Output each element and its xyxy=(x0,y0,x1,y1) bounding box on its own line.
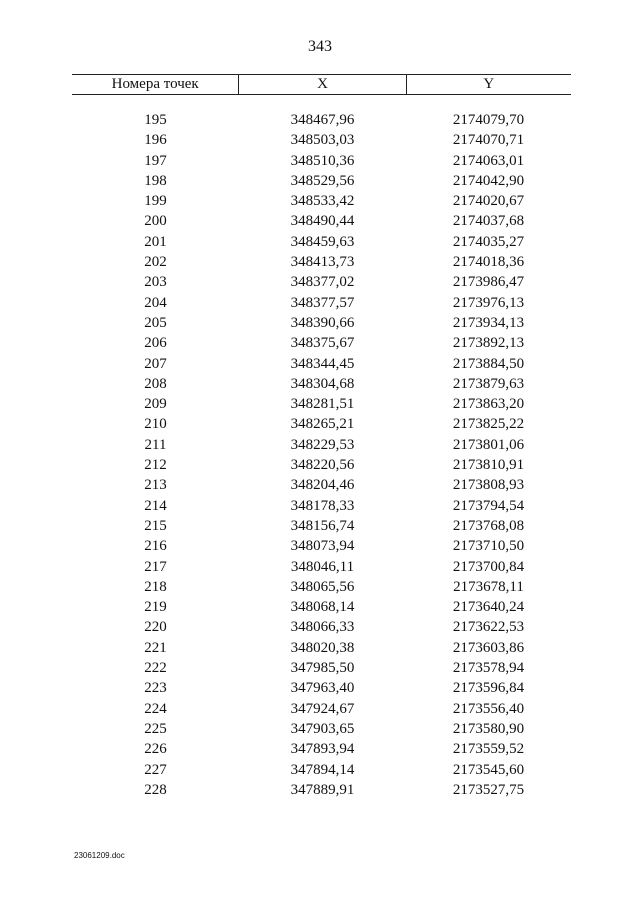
table-row xyxy=(72,455,571,475)
point-number-cell: 213 xyxy=(144,477,167,494)
y-cell: 2173825,22 xyxy=(452,416,525,433)
point-number-cell: 195 xyxy=(144,112,167,128)
y-cell: 2173556,40 xyxy=(452,700,525,717)
point-number-cell: 205 xyxy=(144,314,167,331)
x-cell: 348281,51 xyxy=(290,396,355,413)
table-row xyxy=(72,211,571,231)
table-row xyxy=(72,760,571,780)
point-number-cell: 211 xyxy=(144,436,167,453)
point-number-cell: 228 xyxy=(144,781,167,798)
y-cell: 2174035,27 xyxy=(452,233,525,250)
table-row xyxy=(72,394,571,414)
table-row xyxy=(72,272,571,292)
x-cell: 348459,63 xyxy=(290,233,355,250)
y-cell: 2173810,91 xyxy=(452,457,525,474)
table-row xyxy=(72,475,571,495)
table-row xyxy=(72,597,571,617)
table-row xyxy=(72,313,571,333)
table-header xyxy=(72,74,571,95)
x-cell: 348304,68 xyxy=(290,375,355,392)
point-number-cell: 218 xyxy=(144,578,167,595)
table-row xyxy=(72,333,571,353)
x-cell: 348065,56 xyxy=(290,578,355,595)
table-row xyxy=(72,617,571,637)
x-cell: 348220,56 xyxy=(290,457,355,474)
point-number-cell: 212 xyxy=(144,457,167,474)
point-number-cell: 220 xyxy=(144,619,167,636)
table-row xyxy=(72,130,571,150)
x-cell: 348156,74 xyxy=(290,517,355,534)
point-number-cell: 202 xyxy=(144,254,167,271)
point-number-cell: 208 xyxy=(144,375,167,392)
x-cell: 348046,11 xyxy=(290,558,355,575)
point-number-cell: 200 xyxy=(144,213,167,230)
table-row xyxy=(72,658,571,678)
table-row xyxy=(72,252,571,272)
point-number-cell: 214 xyxy=(144,497,167,514)
table-row xyxy=(72,739,571,759)
table-row xyxy=(72,678,571,698)
x-cell: 348178,33 xyxy=(290,497,355,514)
x-cell: 347924,67 xyxy=(290,700,355,717)
point-number-cell: 197 xyxy=(144,152,167,169)
x-cell: 348503,03 xyxy=(290,132,355,149)
x-cell: 348413,73 xyxy=(290,254,355,271)
x-cell: 348510,36 xyxy=(290,152,355,169)
table-row xyxy=(72,719,571,739)
y-cell: 2173892,13 xyxy=(452,335,525,352)
x-cell: 348390,66 xyxy=(290,314,355,331)
x-cell: 348020,38 xyxy=(290,639,355,656)
x-cell: 347963,40 xyxy=(290,680,355,697)
y-cell: 2173794,54 xyxy=(452,497,525,514)
y-cell: 2173710,50 xyxy=(452,538,525,555)
point-number-cell: 223 xyxy=(144,680,167,697)
coordinates-table xyxy=(72,74,571,800)
point-number-cell: 224 xyxy=(144,700,167,717)
table-row xyxy=(72,151,571,171)
point-number-cell: 221 xyxy=(144,639,167,656)
table-row xyxy=(72,374,571,394)
point-number-cell: 225 xyxy=(144,720,167,737)
point-number-cell: 222 xyxy=(144,660,167,677)
table-row xyxy=(72,638,571,658)
table-row xyxy=(72,557,571,577)
x-cell: 348073,94 xyxy=(290,538,355,555)
table-row xyxy=(72,780,571,800)
x-cell: 348375,67 xyxy=(290,335,355,352)
y-cell: 2174018,36 xyxy=(452,254,525,271)
y-cell: 2173884,50 xyxy=(452,355,525,372)
x-cell: 348068,14 xyxy=(290,599,355,616)
table-row xyxy=(72,516,571,536)
table-row xyxy=(72,171,571,191)
point-number-cell: 215 xyxy=(144,517,167,534)
x-cell: 347894,14 xyxy=(290,761,355,778)
x-cell: 348377,02 xyxy=(290,274,355,291)
table-body xyxy=(72,110,571,800)
y-cell: 2174070,71 xyxy=(452,132,525,149)
y-cell: 2173879,63 xyxy=(452,375,525,392)
table-row xyxy=(72,577,571,597)
x-cell: 348533,42 xyxy=(290,193,355,210)
y-cell: 2173808,93 xyxy=(452,477,525,494)
header-point-numbers: Номера точек xyxy=(111,76,199,92)
y-cell: 2173986,47 xyxy=(452,274,525,291)
y-cell: 2173640,24 xyxy=(452,599,525,616)
table-row xyxy=(72,110,571,130)
table-row xyxy=(72,536,571,556)
y-cell: 2173578,94 xyxy=(452,660,525,677)
y-cell: 2174042,90 xyxy=(452,172,525,189)
point-number-cell: 216 xyxy=(144,538,167,555)
x-cell: 348377,57 xyxy=(290,294,355,311)
y-cell: 2173976,13 xyxy=(452,294,525,311)
table-row xyxy=(72,232,571,252)
y-cell: 2173801,06 xyxy=(452,436,525,453)
y-cell: 2173545,60 xyxy=(452,761,525,778)
y-cell: 2174020,67 xyxy=(452,193,525,210)
y-cell: 2173580,90 xyxy=(452,720,525,737)
point-number-cell: 207 xyxy=(144,355,167,372)
x-cell: 348344,45 xyxy=(290,355,355,372)
y-cell: 2173768,08 xyxy=(452,517,525,534)
x-cell: 348229,53 xyxy=(290,436,355,453)
x-cell: 348529,56 xyxy=(290,172,355,189)
point-number-cell: 219 xyxy=(144,599,167,616)
table-row xyxy=(72,414,571,434)
y-cell: 2174063,01 xyxy=(452,152,525,169)
x-cell: 347985,50 xyxy=(290,660,355,677)
table-row xyxy=(72,699,571,719)
y-cell: 2173934,13 xyxy=(452,314,525,331)
table-row xyxy=(72,435,571,455)
point-number-cell: 209 xyxy=(144,396,167,413)
y-cell: 2174037,68 xyxy=(452,213,525,230)
point-number-cell: 198 xyxy=(144,172,167,189)
point-number-cell: 201 xyxy=(144,233,167,250)
y-cell: 2173527,75 xyxy=(452,781,525,798)
y-cell: 2173700,84 xyxy=(452,558,525,575)
header-y: Y xyxy=(406,75,571,94)
x-cell: 348204,46 xyxy=(290,477,355,494)
y-cell: 2173603,86 xyxy=(452,639,525,656)
table-row xyxy=(72,191,571,211)
y-cell: 2173559,52 xyxy=(452,741,525,758)
table-row xyxy=(72,293,571,313)
page-number: 343 xyxy=(308,38,332,55)
x-cell: 347893,94 xyxy=(290,741,355,758)
x-cell: 348467,96 xyxy=(290,112,355,128)
y-cell: 2174079,70 xyxy=(452,112,525,128)
x-cell: 347903,65 xyxy=(290,720,355,737)
header-x: X xyxy=(238,75,405,94)
x-cell: 348490,44 xyxy=(290,213,355,230)
x-cell: 347889,91 xyxy=(290,781,355,798)
y-cell: 2173678,11 xyxy=(453,578,524,595)
point-number-cell: 206 xyxy=(144,335,167,352)
point-number-cell: 227 xyxy=(144,761,167,778)
y-cell: 2173863,20 xyxy=(452,396,525,413)
point-number-cell: 196 xyxy=(144,132,167,149)
table-row xyxy=(72,354,571,374)
y-cell: 2173596,84 xyxy=(452,680,525,697)
point-number-cell: 204 xyxy=(144,294,167,311)
x-cell: 348265,21 xyxy=(290,416,355,433)
point-number-cell: 217 xyxy=(144,558,167,575)
point-number-cell: 210 xyxy=(144,416,167,433)
point-number-cell: 199 xyxy=(144,193,167,210)
point-number-cell: 203 xyxy=(144,274,167,291)
y-cell: 2173622,53 xyxy=(452,619,525,636)
point-number-cell: 226 xyxy=(144,741,167,758)
x-cell: 348066,33 xyxy=(290,619,355,636)
document-filename: 23061209.doc xyxy=(74,851,125,860)
table-row xyxy=(72,496,571,516)
